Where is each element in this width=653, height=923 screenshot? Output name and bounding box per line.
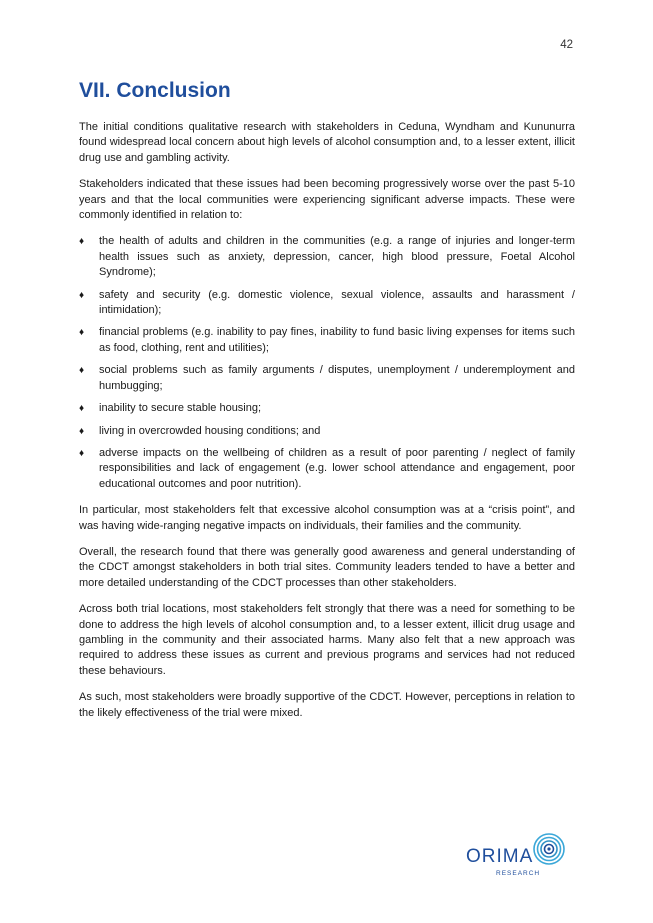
diamond-bullet-icon: ♦ bbox=[79, 289, 85, 301]
impact-list bbox=[79, 234, 575, 492]
list-item: ♦ safety and security (e.g. domestic violence, sexual violence, assaults and harassment / intimidation); bbox=[79, 288, 575, 317]
list-item: ♦ inability to secure stable housing; bbox=[79, 401, 575, 416]
orima-logo bbox=[466, 832, 572, 882]
list-item: ♦ living in overcrowded housing conditions; and bbox=[79, 424, 575, 439]
diamond-bullet-icon: ♦ bbox=[79, 403, 85, 415]
logo-rings-icon bbox=[532, 832, 566, 866]
list-item: ♦ the health of adults and children in the communities (e.g. a range of injuries and longer-term health issues such as anxiety, depression, cancer, high blood pressure, Foetal Alcohol Syndrome); bbox=[79, 235, 575, 279]
body-content bbox=[79, 120, 575, 732]
paragraph: As such, most stakeholders were broadly supportive of the CDCT. However, perceptions in relation to the likely effectiveness of the trial were mixed. bbox=[79, 691, 575, 719]
diamond-bullet-icon: ♦ bbox=[79, 236, 85, 248]
list-item: ♦ financial problems (e.g. inability to pay fines, inability to fund basic living expenses for items such as food, clothing, rent and utilities); bbox=[79, 326, 575, 354]
logo-wordmark: ORIMA bbox=[466, 846, 534, 867]
paragraph: Stakeholders indicated that these issues had been becoming progressively worse over the past 5-10 years and that the local communities were experiencing significant adverse impacts. These were commonly identified in relation to: bbox=[79, 178, 575, 222]
diamond-bullet-icon: ♦ bbox=[79, 365, 85, 377]
paragraph: In particular, most stakeholders felt that excessive alcohol consumption was at a “crisis point”, and was having wide-ranging negative impacts on individuals, their families and the community. bbox=[79, 504, 575, 532]
diamond-bullet-icon: ♦ bbox=[79, 447, 85, 459]
list-item: ♦ adverse impacts on the wellbeing of children as a result of poor parenting / neglect of family responsibilities and lack of engagement (e.g. lower school attendance and engagement, poor educational outcomes and poor nutrition). bbox=[79, 446, 575, 490]
diamond-bullet-icon: ♦ bbox=[79, 327, 85, 339]
paragraph: The initial conditions qualitative research with stakeholders in Ceduna, Wyndham and Kununurra found widespread local concern about high levels of alcohol consumption and, to a lesser extent, illicit drug use and gambling activity. bbox=[79, 121, 575, 164]
logo-subtitle: RESEARCH bbox=[496, 870, 541, 877]
paragraph: Overall, the research found that there was generally good awareness and general understanding of the CDCT amongst stakeholders in both trial sites. Community leaders tended to have a better and more detailed understanding of the CDCT processes than other stakeholders. bbox=[79, 545, 575, 589]
page-number: 42 bbox=[560, 39, 573, 51]
paragraph: Across both trial locations, most stakeholders felt strongly that there was a need for something to be done to address the high levels of alcohol consumption and, to a lesser extent, illicit drug usage and gambling in the community and their associated harms. Many also felt that a new approach was required to address these issues as current and previous programs and services had not reduced these behaviours. bbox=[79, 603, 575, 677]
section-heading: VII. Conclusion bbox=[79, 79, 231, 102]
list-item: ♦ social problems such as family arguments / disputes, unemployment / underemployment and humbugging; bbox=[79, 364, 575, 392]
diamond-bullet-icon: ♦ bbox=[79, 425, 85, 437]
